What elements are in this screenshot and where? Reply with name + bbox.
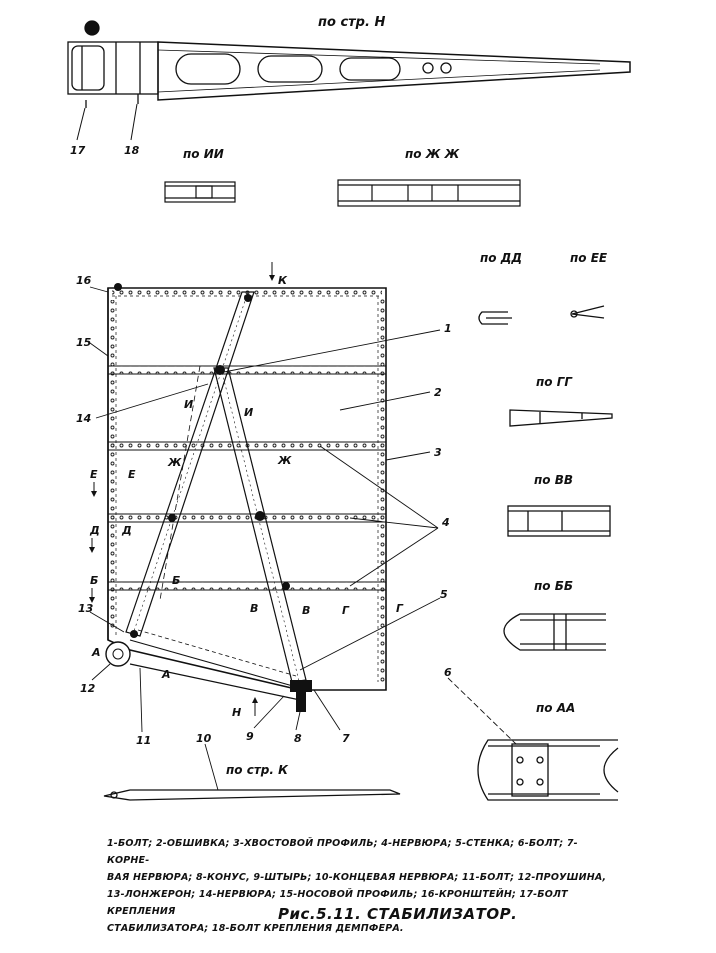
mark-G-right: Г <box>396 602 404 615</box>
mark-G-left: Г <box>342 604 350 617</box>
callout-5: 5 <box>440 588 448 601</box>
view-label-bottom: по стр. К <box>226 763 288 777</box>
section-BB-drawing <box>504 614 606 650</box>
callout-17: 17 <box>70 144 86 157</box>
leader-lines <box>90 287 440 790</box>
callout-13: 13 <box>78 602 94 615</box>
callout-4: 4 <box>442 516 450 529</box>
view-labels <box>183 15 608 777</box>
mark-V-left: В <box>250 602 259 615</box>
view-label-BB: по ББ <box>534 579 574 593</box>
view-label-EE: по ЕЕ <box>570 251 608 265</box>
callout-11: 11 <box>136 734 152 747</box>
callout-2: 2 <box>434 386 442 399</box>
callout-14: 14 <box>76 412 92 425</box>
mark-B-left: Б <box>90 574 99 587</box>
section-ZhZh-drawing <box>338 180 520 206</box>
mark-B-right: Б <box>172 574 181 587</box>
callout-1: 1 <box>444 322 452 335</box>
callout-10: 10 <box>196 732 212 745</box>
mark-D-left: Д <box>90 524 100 537</box>
section-AA-drawing <box>448 678 618 800</box>
mark-N: Н <box>232 706 242 719</box>
legend-line: СТАБИЛИЗАТОРА; 18-БОЛТ КРЕПЛЕНИЯ ДЕМПФЕРА. <box>107 923 404 934</box>
callout-18: 18 <box>124 144 140 157</box>
callout-8: 8 <box>294 732 302 745</box>
mark-E-left: Е <box>90 468 98 481</box>
view-label-AA: по АА <box>536 701 576 715</box>
legend-line: 13-ЛОНЖЕРОН; 14-НЕРВЮРА; 15-НОСОВОЙ ПРОФИЛЬ; 16-КРОНШТЕЙН; 17-БОЛТ КРЕПЛЕНИЯ <box>107 889 568 917</box>
top-view-drawing <box>68 21 630 140</box>
mark-A-left: А <box>92 646 101 659</box>
section-VV-drawing <box>508 506 610 536</box>
view-label-GG: по ГГ <box>536 375 573 389</box>
mark-D-right: Д <box>122 524 132 537</box>
mark-I-left: И <box>184 398 194 411</box>
section-GG-drawing <box>510 410 612 426</box>
mark-K: К <box>278 274 287 287</box>
mark-A-right: А <box>162 668 171 681</box>
view-label-DD: по ДД <box>480 251 523 265</box>
mark-E-right: Е <box>128 468 136 481</box>
callout-7: 7 <box>342 732 350 745</box>
figure-caption: Рис.5.11. СТАБИЛИЗАТОР. <box>278 905 518 923</box>
mark-V-right: В <box>302 604 311 617</box>
mark-Zh-right: Ж <box>278 454 292 467</box>
mark-Zh-left: Ж <box>168 456 182 469</box>
callout-9: 9 <box>246 730 254 743</box>
view-label-II: по ИИ <box>183 147 224 161</box>
callout-12: 12 <box>80 682 96 695</box>
callout-3: 3 <box>434 446 442 459</box>
view-label-top: по стр. Н <box>318 15 386 30</box>
mark-I-right: И <box>244 406 254 419</box>
section-EE-drawing <box>571 306 604 318</box>
view-label-ZhZh: по Ж Ж <box>405 147 460 161</box>
legend-line: ВАЯ НЕРВЮРА; 8-КОНУС, 9-ШТЫРЬ; 10-КОНЦЕВАЯ НЕРВЮРА; 11-БОЛТ; 12-ПРОУШИНА, <box>107 872 607 883</box>
view-label-VV: по ВВ <box>534 473 574 487</box>
callout-16: 16 <box>76 274 92 287</box>
callout-15: 15 <box>76 336 92 349</box>
legend-line: 1-БОЛТ; 2-ОБШИВКА; 3-ХВОСТОВОЙ ПРОФИЛЬ; 4-НЕРВЮРА; 5-СТЕНКА; 6-БОЛТ; 7-КОРНЕ- <box>107 838 578 866</box>
bottom-view-drawing <box>104 790 400 800</box>
callout-6: 6 <box>444 666 452 679</box>
section-DD-drawing <box>479 312 512 324</box>
section-II-drawing <box>165 182 235 202</box>
